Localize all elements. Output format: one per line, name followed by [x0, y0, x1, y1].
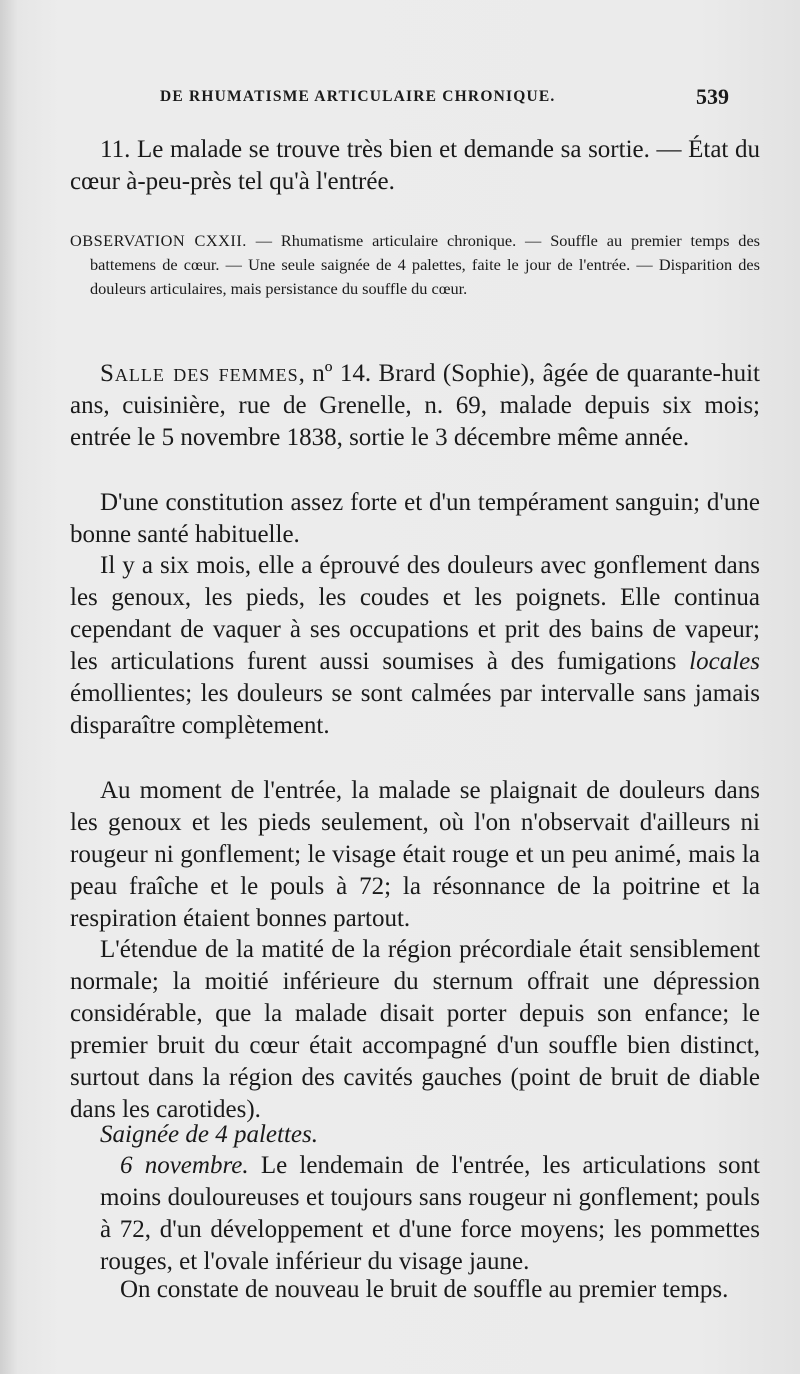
paragraph-treatment [100, 1119, 760, 1151]
paragraph-nov-6 [100, 1150, 760, 1278]
observation-body: — Rhumatisme articulaire chronique. — Souffle au premier temps des battemens de cœur. — Une seule saignée de 4 palettes, faite le jour de l'entrée. — Disparition des douleurs articulaires, mais persistance du souffle du cœur. [90, 231, 761, 298]
paragraph-text: D'une constitution assez forte et d'un tempérament sanguin; d'une bonne santé habituelle. [70, 489, 760, 548]
paragraph-text: 11. Le malade se trouve très bien et demande sa sortie. — État du cœur à-peu-près tel qu'à l'entrée. [70, 136, 760, 195]
paragraph-history [70, 550, 760, 742]
ward-name: Salle des femmes [100, 360, 299, 387]
running-title: DE RHUMATISME ARTICULAIRE CHRONIQUE. [160, 88, 556, 105]
paragraph-cardiac-exam [70, 934, 760, 1126]
history-part-b: émollientes; les douleurs se sont calmées par intervalle sans jamais disparaître complètement. [70, 680, 760, 739]
paragraph-constitution [70, 487, 760, 551]
history-emphasis: locales [689, 648, 760, 675]
paragraph-patient-intro [70, 358, 760, 454]
observation-summary [70, 229, 760, 301]
paragraph-text: Au moment de l'entrée, la malade se plaignait de douleurs dans les genoux et les pieds seulement, où l'on n'observait d'ailleurs ni rougeur ni gonflement; le visage était rouge et un peu animé, mais la peau fraîche et le pouls à 72; la résonnance de la poitrine et la respiration étaient bonnes partout. [70, 777, 760, 932]
paragraph-souffle [100, 1274, 760, 1306]
paragraph-day-11 [70, 134, 760, 198]
treatment-text [100, 1119, 760, 1151]
observation-title: OBSERVATION CXXII. [70, 231, 247, 250]
page-number: 539 [696, 84, 729, 109]
day-report: Le lendemain de l'entrée, les articulations sont moins douloureuses et toujours sans rougeur ni gonflement; pouls à 72, d'un développement et d'une force moyens; les pommettes rouges, et l'ovale inférieur du visage jaune. [100, 1152, 760, 1275]
date-label: 6 novembre. [120, 1152, 249, 1179]
paragraph-text: L'étendue de la matité de la région précordiale était sensiblement normale; la moitié inférieure du sternum offrait une dépression considérable, que la malade disait porter depuis son enfance; le premier bruit du cœur était accompagné d'un souffle bien distinct, surtout dans la région des cavités gauches (point de bruit de diable dans les carotides). [70, 936, 760, 1123]
paragraph-text [100, 1150, 760, 1278]
paragraph-text [70, 550, 760, 742]
observation-heading [70, 229, 760, 301]
treatment-emphasis: Saignée de 4 palettes. [100, 1121, 318, 1148]
patient-details: , nº 14. Brard (Sophie), âgée de quarante-huit ans, cuisinière, rue de Grenelle, n. 69, malade depuis six mois; entrée le 5 novembre 1838, sortie le 3 décembre même année. [70, 360, 760, 451]
history-part-a: Il y a six mois, elle a éprouvé des douleurs avec gonflement dans les genoux, les pieds, les coudes et les poignets. Elle continua cependant de vaquer à ses occupations et prit des bains de vapeur; les articulations furent aussi soumises à des fumigations [70, 552, 760, 675]
page-header [160, 84, 735, 114]
paragraph-text: On constate de nouveau le bruit de souffle au premier temps. [120, 1276, 729, 1303]
paragraph-admission [70, 775, 760, 935]
paragraph-text [70, 358, 760, 454]
